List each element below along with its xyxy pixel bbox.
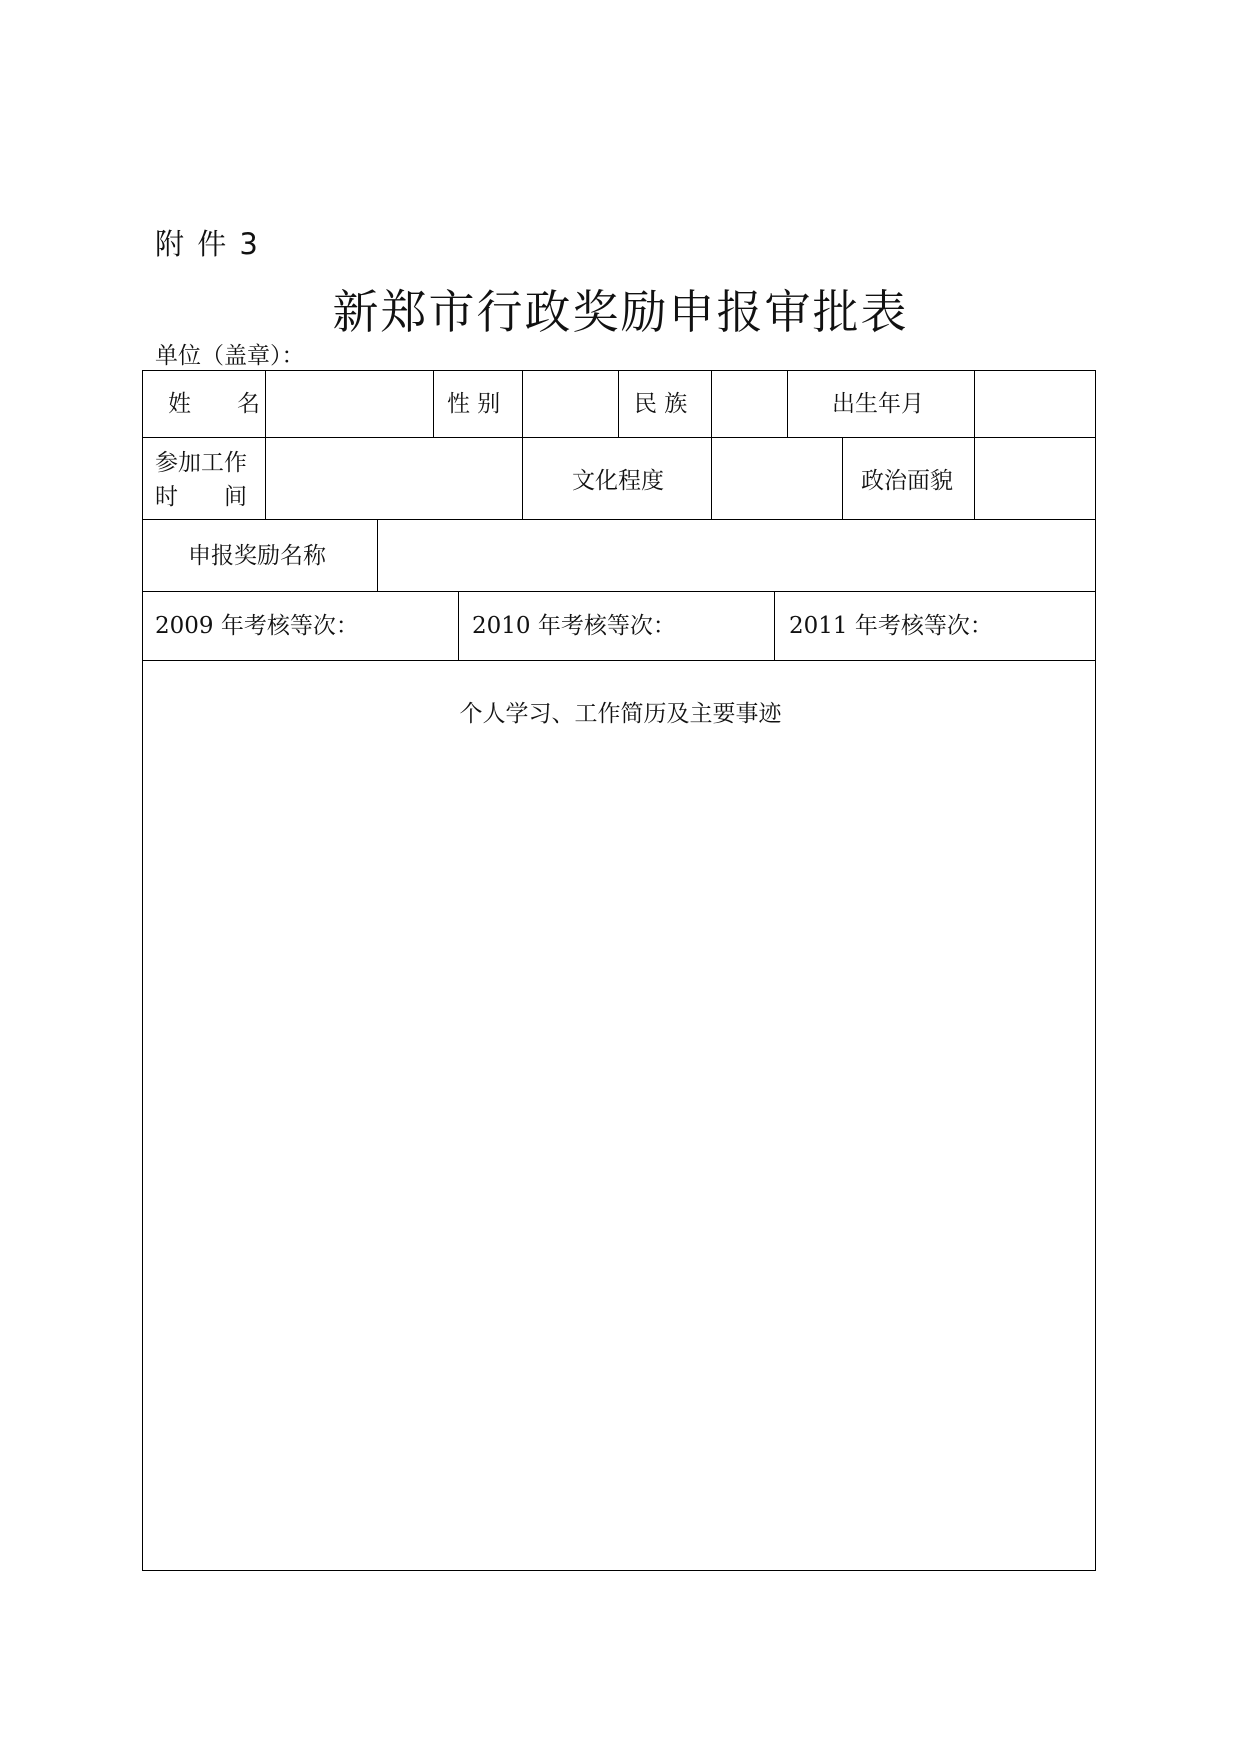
evaluation-2010-label: 2010 年考核等次： (472, 613, 676, 639)
column-divider (458, 591, 459, 661)
work-start-field[interactable] (267, 439, 521, 518)
column-divider (522, 370, 523, 438)
form-title: 新郑市行政奖励申报审批表 (332, 285, 909, 339)
award-name-field[interactable] (379, 521, 1094, 590)
ethnicity-label: 民 族 (634, 391, 688, 417)
gender-field[interactable] (524, 372, 617, 436)
resume-field[interactable] (144, 745, 1094, 1569)
education-field[interactable] (713, 439, 841, 518)
birth-date-label: 出生年月 (832, 391, 924, 417)
column-divider (377, 519, 378, 592)
column-divider (618, 370, 619, 438)
column-divider (433, 370, 434, 438)
education-label: 文化程度 (572, 468, 664, 494)
ethnicity-field[interactable] (713, 372, 786, 436)
work-start-label-line2: 时 间 (155, 484, 247, 510)
column-divider (774, 591, 775, 661)
work-start-label-line1: 参加工作 (155, 450, 247, 476)
column-divider (265, 437, 266, 520)
political-status-field[interactable] (976, 439, 1094, 518)
row-divider (142, 591, 1096, 592)
resume-heading: 个人学习、工作简历及主要事迹 (459, 701, 782, 727)
column-divider (711, 370, 712, 438)
name-label: 姓 名 (168, 391, 260, 417)
unit-seal-label: 单位（盖章）： (155, 343, 305, 369)
column-divider (711, 437, 712, 520)
evaluation-2011-label: 2011 年考核等次： (789, 613, 993, 639)
name-field[interactable] (267, 372, 432, 436)
gender-label: 性 别 (447, 391, 501, 417)
row-divider (142, 437, 1096, 438)
birth-date-field[interactable] (976, 372, 1094, 436)
column-divider (974, 437, 975, 520)
attachment-label: 附 件 3 (155, 227, 260, 261)
column-divider (787, 370, 788, 438)
evaluation-2009-label: 2009 年考核等次： (155, 613, 359, 639)
column-divider (522, 437, 523, 520)
column-divider (265, 370, 266, 438)
award-name-label: 申报奖励名称 (188, 543, 326, 569)
column-divider (842, 437, 843, 520)
political-status-label: 政治面貌 (861, 468, 953, 494)
row-divider (142, 660, 1096, 661)
column-divider (974, 370, 975, 438)
row-divider (142, 519, 1096, 520)
